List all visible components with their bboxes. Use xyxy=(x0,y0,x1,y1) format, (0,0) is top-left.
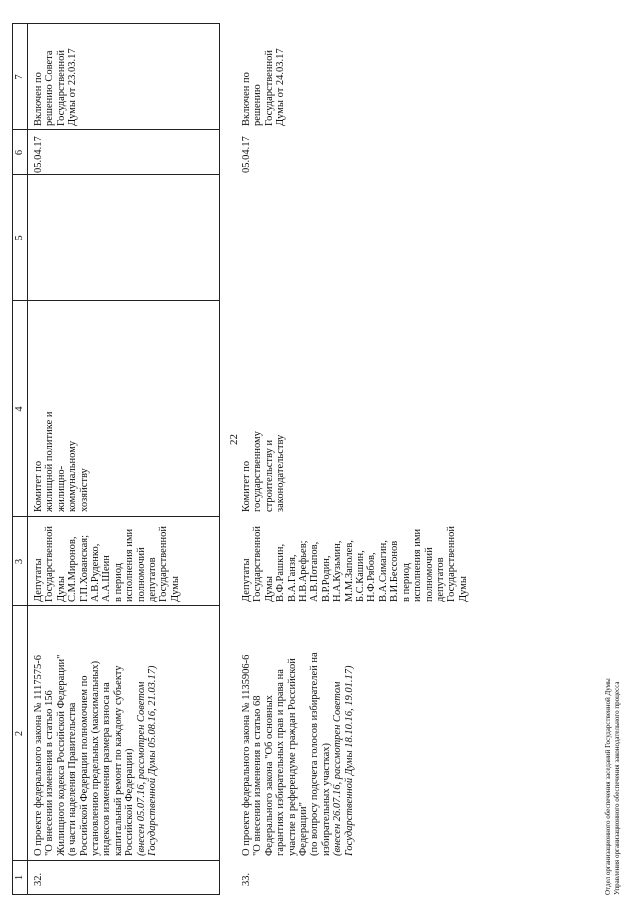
bill-line: О проекте федерального закона № 1117575-6 xyxy=(33,655,44,856)
table-header-row xyxy=(13,24,28,894)
author-line: В.Ф.Рашкин, xyxy=(275,543,287,602)
bill-status: Государственной Думы 05.08.16, 21.03.17) xyxy=(147,665,159,856)
author-line: в период xyxy=(112,562,124,602)
author-line: В.А.Ганзя, xyxy=(286,554,298,602)
bill-line: гарантиях избирательных прав и права на xyxy=(275,669,287,856)
inclusion-note xyxy=(33,48,79,126)
header-col-2: 2 xyxy=(14,730,25,737)
author-line: А.А.Шеин xyxy=(101,555,113,602)
author-line: Государственной xyxy=(44,526,56,602)
author-line: Депутаты xyxy=(241,558,252,602)
author-line: исполнения ими xyxy=(412,528,424,602)
col-divider xyxy=(13,129,219,130)
author-line: А.В.Потапов, xyxy=(309,541,321,602)
author-line: Г.П.Хованская; xyxy=(78,535,90,602)
note-line: Думы от 24.03.17 xyxy=(275,48,287,126)
note-line: Включен по xyxy=(33,72,44,126)
consideration-date: 05.04.17 xyxy=(33,136,44,173)
note-line: Государственной xyxy=(263,50,275,126)
author-line: Государственной xyxy=(252,526,264,602)
bill-line: (в части наделения Правительства xyxy=(67,702,79,856)
author-line: в период xyxy=(400,562,412,602)
responsible-committee xyxy=(33,412,90,512)
col-divider xyxy=(13,516,219,517)
author-line: полномочий xyxy=(423,547,435,602)
bill-line: (по вопросу подсчета голосов избирателей на xyxy=(309,652,321,856)
note-line: Думы от 23.03.17 xyxy=(67,48,79,126)
header-col-7: 7 xyxy=(14,74,25,80)
bill-description xyxy=(33,655,158,856)
committee-line: хозяйству xyxy=(78,468,90,512)
author-line: С.М.Миронов, xyxy=(67,536,79,602)
author-line: депутатов xyxy=(147,557,159,602)
bill-description xyxy=(241,652,355,856)
author-line: Н.В.Арефьев; xyxy=(298,540,310,602)
header-col-5: 5 xyxy=(14,235,25,241)
bill-line: капитальный ремонт по каждому субъекту xyxy=(112,665,124,856)
author-line: В.А.Симагин, xyxy=(377,540,389,602)
bill-line: Жилищного кодекса Российской Федерации" xyxy=(55,654,67,856)
footer-line: Отдел организационного обеспечения заседаний Государственной Думы xyxy=(604,678,612,895)
col-divider xyxy=(13,174,219,175)
committee-line: коммунальному xyxy=(67,440,79,512)
author-line: Б.С.Кашин, xyxy=(355,550,367,602)
author-line: Депутаты xyxy=(33,558,44,602)
author-line: Думы xyxy=(263,576,275,602)
col-divider xyxy=(13,605,219,606)
author-line: исполнения ими xyxy=(124,528,136,602)
bill-authors xyxy=(33,526,181,602)
author-line: В.Р.Родин, xyxy=(320,555,332,602)
committee-line: жилищно- xyxy=(55,465,67,512)
author-line: А.В.Руденко, xyxy=(90,543,102,602)
committee-line: Комитет по xyxy=(241,460,252,512)
bill-status: (внесен 26.07.16, рассмотрен Советом xyxy=(332,681,344,856)
author-line: Думы xyxy=(169,576,181,602)
footer-line: Управления организационного обеспечения законодательного процесса xyxy=(613,681,621,895)
header-col-1: 1 xyxy=(14,874,25,881)
author-line: Думы xyxy=(55,576,67,602)
committee-line: жилищной политике и xyxy=(44,411,56,512)
header-col-3: 3 xyxy=(14,558,25,565)
author-line: депутатов xyxy=(434,557,446,602)
bill-status: Государственной Думы 18.10.16, 19.01.17) xyxy=(343,665,355,856)
note-line: Государственной xyxy=(55,50,67,126)
bill-line: Федерации" xyxy=(298,802,310,856)
author-line: В.И.Бессонов xyxy=(389,540,401,602)
committee-line: государственному xyxy=(252,431,264,512)
footer xyxy=(604,678,622,895)
author-line: Думы xyxy=(457,576,469,602)
committee-line: строительству и xyxy=(263,439,275,512)
author-line: Государственной xyxy=(446,526,458,602)
row-number: 32. xyxy=(33,872,44,886)
bill-line: индексов изменения размера взноса на xyxy=(101,682,113,856)
bill-line: "О внесении изменения в статью 156 xyxy=(44,690,56,856)
responsible-committee xyxy=(241,431,287,512)
note-line: решению xyxy=(252,84,264,126)
col-divider xyxy=(13,860,219,861)
bill-line: Федерального закона "Об основных xyxy=(263,695,275,856)
header-col-4: 4 xyxy=(14,406,25,412)
inclusion-note xyxy=(241,48,287,126)
committee-line: законодательству xyxy=(275,434,287,512)
note-line: Включен по xyxy=(241,72,252,126)
bill-line: установлению предельных (максимальных) xyxy=(90,660,102,856)
author-line: Н.Ф.Рябов, xyxy=(366,552,378,602)
col-divider xyxy=(13,300,219,301)
bill-status: (внесен 05.07.16, рассмотрен Советом xyxy=(135,681,147,856)
author-line: М.М.Заполев, xyxy=(343,540,355,602)
committee-line: Комитет по xyxy=(33,460,44,512)
bill-line: О проекте федерального закона № 1135906-6 xyxy=(241,654,252,856)
author-line: Н.А.Кузьмин, xyxy=(332,540,344,602)
bill-line: избирательных участках) xyxy=(320,743,332,856)
consideration-date: 05.04.17 xyxy=(241,136,252,173)
bill-line: участие в референдуме граждан Российской xyxy=(286,658,298,856)
bill-line: "О внесении изменения в статью 68 xyxy=(252,695,264,856)
bill-line: Российской Федерации) xyxy=(124,748,136,856)
row-number: 33. xyxy=(241,872,252,886)
bill-line: Российской Федерации полномочием по xyxy=(78,675,90,856)
page-number: 22 xyxy=(228,434,240,445)
note-line: решению Совета xyxy=(44,50,56,126)
author-line: Государственной xyxy=(158,526,170,602)
bill-authors xyxy=(241,526,469,602)
header-col-6: 6 xyxy=(14,149,25,156)
author-line: полномочий xyxy=(135,547,147,602)
